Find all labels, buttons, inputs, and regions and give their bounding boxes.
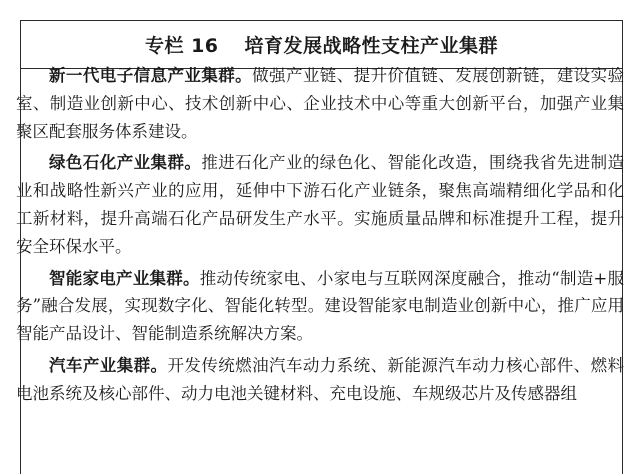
paragraph-body: 开发传统燃油汽车动力系统、新能源汽车动力核心部件、燃料电池系统及核心部件、动力电池关键材料、充电设施、车规级芯片及传感器组 — [16, 355, 625, 403]
paragraph-electronics — [16, 62, 624, 145]
paragraph-heading: 新一代电子信息产业集群。 — [49, 66, 253, 85]
paragraph-body: 推进石化产业的绿色化、智能化改造，围绕我省先进制造业和战略性新兴产业的应用，延伸中下游石化产业链条，聚焦高端精细化学品和化工新材料，提升高端石化产品研发生产水平。实施质量品牌和标准提升工程，提升安全环保水平。 — [16, 153, 625, 256]
box-content — [16, 62, 624, 412]
paragraph-appliances — [16, 265, 624, 348]
paragraph-automotive — [16, 352, 624, 408]
box-title: 培育发展战略性支柱产业集群 — [244, 35, 499, 57]
paragraph-body: 做强产业链、提升价值链、发展创新链，建设实验室、制造业创新中心、技术创新中心、企业技术中心等重大创新平台，加强产业集聚区配套服务体系建设。 — [16, 66, 625, 141]
paragraph-heading: 绿色石化产业集群。 — [49, 153, 202, 173]
paragraph-body: 推动传统家电、小家电与互联网深度融合，推动“制造+服务”融合发展，实现数字化、智能化转型。建设智能家电制造业创新中心，推广应用智能产品设计、智能制造系统解决方案。 — [16, 268, 625, 344]
paragraph-petrochemical — [16, 149, 624, 260]
paragraph-heading: 汽车产业集群。 — [49, 355, 168, 375]
paragraph-heading: 智能家电产业集群。 — [49, 268, 200, 288]
box-label: 专栏 16 — [144, 35, 219, 57]
